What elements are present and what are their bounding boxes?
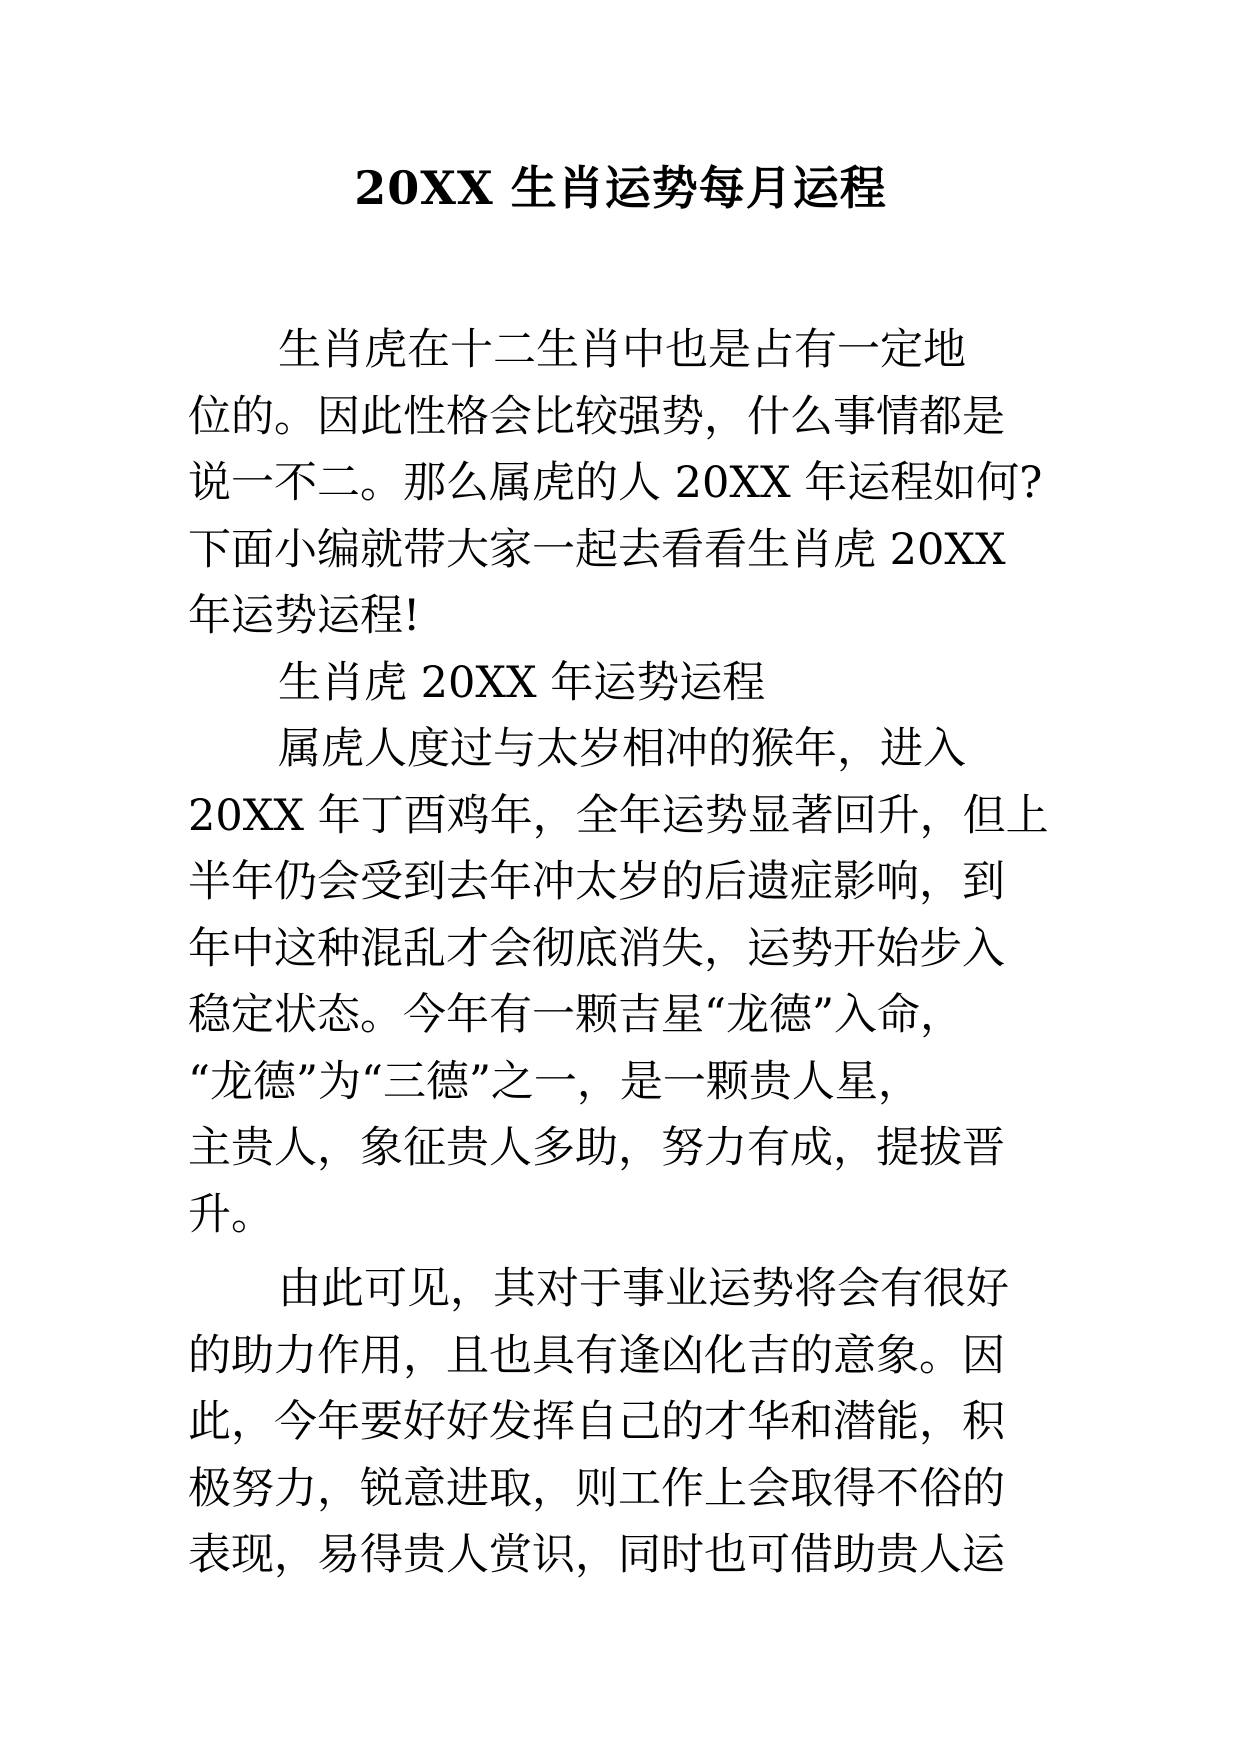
text-line: 稳定状态。今年有一颗吉星“龙德”入命， — [188, 990, 963, 1040]
text-line: “龙德”为“三德”之一，是一颗贵人星， — [188, 1056, 921, 1107]
paragraph-spacer — [188, 1248, 1068, 1256]
text-line: 说一不二。那么属虎的人 20XX 年运程如何? — [188, 458, 1043, 508]
paragraph-intro — [188, 317, 1068, 650]
text-line: 半年仍会受到去年冲太岁的后遗症影响，到 — [188, 857, 1005, 907]
text-line: 生肖虎 20XX 年运势运程 — [278, 657, 766, 708]
text-line: 主贵人，象征贵人多助，努力有成，提拔晋 — [188, 1123, 1005, 1173]
text-line: 年中这种混乱才会彻底消失，运势开始步入 — [188, 923, 1005, 974]
text-line: 年运势运程! — [188, 591, 421, 641]
text-line: 位的。因此性格会比较强势，什么事情都是 — [188, 391, 1005, 442]
text-line: 属虎人度过与太岁相冲的猴年，进入 — [278, 724, 966, 774]
paragraph-career — [188, 1256, 1068, 1589]
text-line: 生肖虎在十二生肖中也是占有一定地 — [278, 325, 966, 375]
text-line: 下面小编就带大家一起去看看生肖虎 20XX — [188, 524, 1006, 575]
text-line: 升。 — [188, 1189, 274, 1240]
text-line: 由此可见，其对于事业运势将会有很好 — [278, 1264, 1009, 1314]
document-title: 20XX 生肖运势每月运程 — [354, 161, 887, 215]
section-heading — [188, 650, 1068, 717]
document-body — [188, 317, 1068, 1589]
text-line: 极努力，锐意进取，则工作上会取得不俗的 — [188, 1463, 1005, 1514]
paragraph-overview — [188, 716, 1068, 1248]
text-line: 20XX 年丁酉鸡年，全年运势显著回升，但上 — [188, 790, 1049, 841]
text-line: 表现，易得贵人赏识，同时也可借助贵人运 — [188, 1530, 1005, 1580]
text-line: 的助力作用，且也具有逢凶化吉的意象。因 — [188, 1330, 1005, 1381]
text-line: 此，今年要好好发挥自己的才华和潜能，积 — [188, 1397, 1005, 1447]
